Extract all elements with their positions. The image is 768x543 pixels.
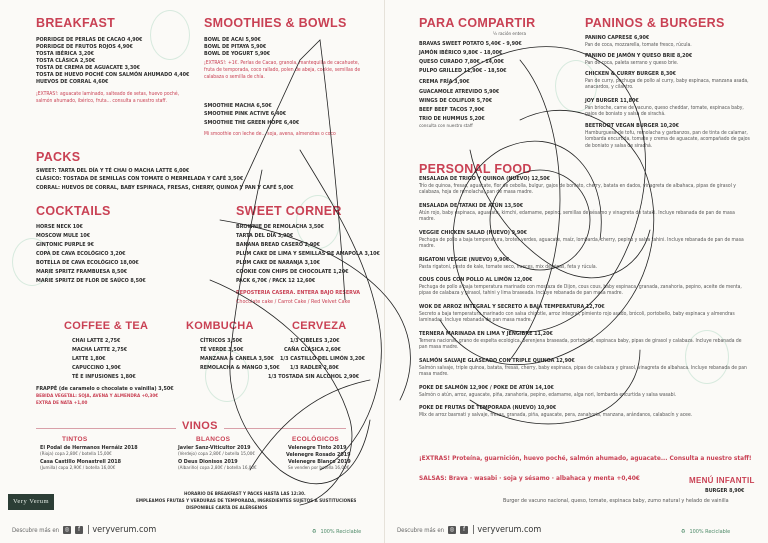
menu-item-title: POKE DE SALMÓN 12,90€ / POKE DE ATÚN 14,10€ — [419, 385, 554, 391]
wine-price: (Jumilla) copa 2,90€ / botella 16,00€ — [40, 466, 116, 471]
breakfast-title: BREAKFAST — [36, 16, 116, 30]
kids-desc: Burger de vacuno nacional, queso, tomate, espinaca baby, zumo natural y helado de vainilla — [503, 498, 729, 504]
wine-item: El Podal de Hermanos Hernáiz 2018 — [40, 445, 138, 451]
menu-item-title: PANINO DE JAMÓN Y QUESO BRIE 8,20€ — [585, 53, 693, 59]
footer — [397, 525, 541, 535]
wine-price: Se venden por botella 16,00€ — [288, 466, 350, 471]
menu-item: 1/3 TOSTADA SIN ALCOHOL 2,90€ — [268, 374, 360, 380]
menu-item-title: RIGATONI VEGGIE (NUEVO) 9,90€ — [419, 257, 510, 263]
menu-item: COOKIE CON CHIPS DE CHOCOLATE 1,20€ — [236, 269, 349, 275]
menu-item: QUESO CURADO 7,80€ - 14,00€ — [419, 59, 504, 65]
menu-item-description: Pan de coca, paleta serrano y queso brie. — [585, 60, 679, 66]
menu-item: TOSTA IBÉRICA 3,20€ — [36, 51, 94, 57]
packs-title: PACKS — [36, 150, 81, 164]
menu-item: TOSTA DE CREMA DE AGUACATE 3,30€ — [36, 65, 140, 71]
menu-item: BROWNIE DE REMOLACHA 3,50€ — [236, 224, 325, 230]
menu-item: BOTELLA DE CAVA ECOLÓGICO 18,00€ — [36, 260, 139, 266]
balloon-illustration — [150, 10, 190, 60]
menu-item: CAÑA CLÁSICA 2,60€ — [284, 347, 341, 353]
menu-item-title: BEETROOT VEGAN BURGER 10,20€ — [585, 123, 679, 129]
menu-item: WINGS DE COLIFLOR 5,70€ — [419, 98, 493, 104]
descubre-label: Descubre más en — [397, 526, 445, 534]
menu-item-title: ENSALADA DE TATAKI DE ATÚN 13,50€ — [419, 203, 524, 209]
menu-item: 1/3 CASTILLO DEL LIMÓN 3,20€ — [280, 356, 365, 362]
menu-item: SMOOTHIE THE GREEN HOPE 6,40€ — [204, 120, 300, 126]
facebook-icon[interactable]: f — [460, 526, 468, 534]
wine-item: Velenegre Rosado 2019 — [286, 452, 351, 458]
menu-item: PLUM CAKE DE NARANJA 3,10€ — [236, 260, 320, 266]
menu-item-title: JOY BURGER 11,80€ — [585, 98, 639, 104]
menu-item-title: VEGGIE CHICKEN SALAD (NUEVO) 9,90€ — [419, 230, 527, 236]
menu-item: HUEVOS DE CORRAL 4,60€ — [36, 79, 109, 85]
wine-price: (Albariño) copa 2,80€ / botella 16,00€ — [178, 466, 257, 471]
recycle-badge — [312, 529, 361, 535]
para-compartir-title: PARA COMPARTIR — [419, 16, 536, 30]
paninos-burgers-title: PANINOS & BURGERS — [585, 16, 725, 30]
recycle-label: 100% Reciclable — [689, 529, 731, 535]
menu-item: BOWL DE ACAI 5,90€ — [204, 37, 261, 43]
menu-item: 1/3 RADLER 2,80€ — [290, 365, 339, 371]
menu-item: GINTONIC PURPLE 9€ — [36, 242, 94, 248]
instagram-icon[interactable]: ◎ — [449, 526, 455, 533]
menu-item: HORSE NECK 10€ — [36, 224, 83, 230]
very-verum-logo: Very Verum — [8, 494, 54, 510]
frappe-note: BEBIDA VEGETAL: SOJA, AVENA Y ALMENDRA +0,30€ — [36, 394, 159, 399]
extras-line: ¡EXTRAS! Proteína, guarnición, huevo poché, salmón ahumado, aguacate... Consulta a nuestro staff! — [419, 454, 752, 462]
footer — [12, 525, 156, 535]
wine-item: O Deus Dionisos 2019 — [178, 459, 238, 465]
menu-item: TOSTA DE HUEVO POCHÉ CON SALMÓN AHUMADO 4,40€ — [36, 72, 190, 78]
menu-item: JAMÓN IBÉRICO 9,80€ - 18,00€ — [419, 50, 503, 56]
menu-item-title: PANINO CAPRESE 6,90€ — [585, 35, 650, 41]
sweet-corner-title: SWEET CORNER — [236, 204, 342, 218]
menu-item: CORRAL: HUEVOS DE CORRAL, BABY ESPINACA, FRESAS, CHERRY, QUINOA Y PAN Y CAFÉ 5,00€ — [36, 185, 294, 191]
menu-item: SWEET: TARTA DEL DÍA Y TÉ CHAI O MACHA LATTE 6,00€ — [36, 168, 190, 174]
menu-item: REMOLACHA & MANGO 3,50€ — [200, 365, 280, 371]
wine-item: Casa Castillo Monastrell 2018 — [40, 459, 121, 465]
wine-item: Velenegre Tinto 2019 — [288, 445, 347, 451]
menu-item: CÍTRICOS 3,50€ — [200, 338, 243, 344]
website-link[interactable]: | veryverum.com — [472, 525, 542, 535]
menu-item: BEEF BEEF TACOS 7,90€ — [419, 107, 485, 113]
kids-burger: BURGER 8,90€ — [705, 488, 745, 494]
frappe-item: FRAPPÉ (de caramelo o chocolate o vainilla) 3,50€ — [36, 386, 174, 392]
smoothies-note: Mi smoothie con leche de... soja, avena, almendras o coco — [204, 131, 336, 137]
coffee-tea-title: COFFEE & TEA — [64, 320, 149, 332]
portion-header: ½ ración entera — [493, 32, 526, 37]
menu-item: SMOOTHIE MACHA 6,50€ — [204, 103, 272, 109]
cocktails-title: COCKTAILS — [36, 204, 111, 218]
menu-item: MACHA LATTE 2,75€ — [72, 347, 128, 353]
recycle-badge — [681, 529, 730, 535]
menu-item: TRIO DE HUMMUS 5,20€ — [419, 116, 485, 122]
footnote: DISPONIBLE CARTA DE ALÉRGENOS — [186, 506, 268, 511]
menu-item-description: Pan de coca, mozzarella, tomate fresco, rúcula. — [585, 42, 692, 48]
footnote: EMPLEAMOS FRUTAS Y VERDURAS DE TEMPORADA, INGREDIENTES SUJETOS A SUSTITUCIONES — [136, 499, 357, 504]
menu-item-description: Pan brioche, carne de vacuno, queso cheddar, tomate, espinaca baby, gajos de boniato y salsa de sirachá. — [585, 105, 744, 118]
vinos-title: VINOS — [176, 420, 224, 432]
menu-item-description: Ternera nacional, grano de espelta ecológica, berenjena braseada, portobello, espinaca baby, pipas de girasol y calabaza. Incluye rebanada de pan masa madre. — [419, 338, 742, 351]
menu-item: TARTA DEL DÍA 3,90€ — [236, 233, 294, 239]
menu-item-description: Salmón salvaje, triple quinoa, batata, fresas, cherry, baby espinaca, pipas de calabaza y girasol, vinagreta de albahaca. Incluye rebanada de pan masa madre. — [419, 365, 747, 378]
menu-item: MARIE SPRITZ DE FLOR DE SAÚCO 8,50€ — [36, 278, 146, 284]
wine-price: (Rioja) copa 2,80€ / botella 15,00€ — [40, 452, 112, 457]
menu-item: PLUM CAKE DE LIMA Y SEMILLAS DE AMAPOLA 3,10€ — [236, 251, 380, 257]
wine-item: Velenegre Blanco 2019 — [288, 459, 351, 465]
salsas-line: SALSAS: Brava · wasabi · soja y sésamo · albahaca y menta +0,40€ — [419, 474, 640, 482]
menu-item: PACK 6,70€ / PACK 12 12,60€ — [236, 278, 316, 284]
menu-item: CHAI LATTE 2,75€ — [72, 338, 121, 344]
menu-item-description: Pan de curry, pechuga de pollo al curry, baby espinaca, manzana asada, anacardos, y cilantro. — [585, 78, 749, 91]
menu-item-description: Salmón o atún, arroz, aguacate, piña, zanahoria, pepino, edamame, alga nori, lombarda encurtida y salsa wasabi. — [419, 392, 677, 398]
menu-item-title: TERNERA MARINADA EN LIMA Y JENGIBRE 11,20€ — [419, 331, 553, 337]
menu-item-title: ENSALADA DE TRIGO Y QUINOA (NUEVO) 12,50€ — [419, 176, 551, 182]
menu-item-description: Mix de arroz basmati y salvaje, fresas, granada, piña, aguacate, pera, zanahoria, manzana, arándanos, calabacín y acee. — [419, 412, 693, 418]
menu-item-description: Pasta rigatoni, pesto de kale, tomate seco, nueces, mix de pipas, feta y rúcula. — [419, 264, 598, 270]
menu-item-description: Secreto a baja temperatura marinado con salsa chipotle, arroz integral, pimiento rojo asado, brócoli, portobello, baby espinaca y almendras laminadas. Incluye rebanada de pan masa madre. — [419, 311, 735, 324]
recycle-label: 100% Reciclable — [320, 529, 362, 535]
hummus-note: consulta con nuestro staff — [419, 124, 473, 129]
recycle-icon: ♻ — [681, 529, 686, 535]
kombucha-title: KOMBUCHA — [186, 320, 254, 332]
menu-item: LATTE 1,80€ — [72, 356, 106, 362]
breakfast-extras: ¡EXTRAS!: aguacate laminado, salteado de setas, huevo poché, salmón ahumado, ibérico, fruta... consulta a nuestro staff. — [36, 91, 180, 104]
menu-item: TÉ E INFUSIONES 1,80€ — [72, 374, 136, 380]
smoothies-title: SMOOTHIES & BOWLS — [204, 16, 347, 30]
menu-item-description: Trío de quinoa, fresas, aguacate, flor de cebolla, bulgur, gajos de boniato, cherry, batata en dados, vinagreta de albahaca, pipas de girasol y calabaza, hoja de remolacha, pan de masa madre. — [419, 183, 736, 196]
smoothies-extras: ¡EXTRAS!: +1€. Perlas de Cacao, granola, mantequilla de cacahuete, fruta de temporada, coco rallado, polen de abeja, cookie, semillas de calabaza o semilla de chía. — [204, 60, 361, 80]
menu-item: BANANA BREAD CASERO 2,90€ — [236, 242, 320, 248]
footnote: HORARIO DE BREAKFAST Y PACKS HASTA LAS 12:30. — [184, 492, 306, 497]
facebook-icon[interactable]: f — [75, 526, 83, 534]
menu-item-description: Pechuga de pollo a baja temperatura, brotes verdes, aguacate, maíz, lombarda, cherry, pepino y salsa tahini. Incluye rebanada de pan de masa madre. — [419, 237, 744, 250]
menu-item: MOSCOW MULE 10€ — [36, 233, 91, 239]
menu-item: 1/3 CIBELES 3,20€ — [290, 338, 340, 344]
menu-item: MARIE SPRITZ FRAMBUESA 8,50€ — [36, 269, 128, 275]
menu-item: TÉ VERDE 3,50€ — [200, 347, 244, 353]
menu-item: PORRIDGE DE FRUTOS ROJOS 4,90€ — [36, 44, 133, 50]
menu-item-description: Atún rojo, baby espinaca, aguacate, kimchi, edamame, pepino, semillas de sésamo y vinagreta de tataki. Incluye rebanada de pan de masa madre. — [419, 210, 735, 223]
menu-item: SMOOTHIE PINK ACTIVE 6,40€ — [204, 111, 287, 117]
wine-item: Javier Sanz-Viticultor 2019 — [178, 445, 251, 451]
wine-price: (Verdejo) copa 2,80€ / botella 15,00€ — [178, 452, 256, 457]
menu-item: TOSTA CLÁSICA 2,50€ — [36, 58, 96, 64]
menu-item-title: POKE DE FRUTAS DE TEMPORADA (NUEVO) 10,90€ — [419, 405, 557, 411]
menu-infantil-title: MENÚ INFANTIL — [689, 476, 755, 485]
sweet-note: REPOSTERIA CASERA. ENTERA BAJO RESERVA — [236, 290, 361, 296]
blancos-title: BLANCOS — [196, 436, 231, 443]
website-link[interactable]: | veryverum.com — [87, 525, 157, 535]
menu-right-page — [384, 0, 768, 543]
tintos-title: TINTOS — [62, 436, 88, 443]
menu-item: MANZANA & CANELA 3,50€ — [200, 356, 274, 362]
descubre-label: Descubre más en — [12, 526, 60, 534]
menu-item: BOWL DE YOGURT 5,90€ — [204, 51, 271, 57]
menu-item: PULPO GRILLED 11,90€ - 18,50€ — [419, 68, 507, 74]
menu-item: CREMA FRÍA 3,90€ — [419, 79, 470, 85]
menu-item-title: CHICKEN & CURRY BURGER 8,30€ — [585, 71, 677, 77]
instagram-icon[interactable]: ◎ — [64, 526, 70, 533]
menu-item-title: SALMÓN SALVAJE GLASEADO CON TRIPLE QUINOA 12,90€ — [419, 358, 575, 364]
personal-food-title: PERSONAL FOOD — [419, 162, 532, 176]
menu-item: BRAVAS SWEET POTATO 5,40€ - 9,90€ — [419, 41, 522, 47]
menu-item: PORRIDGE DE PERLAS DE CACAO 4,90€ — [36, 37, 143, 43]
ecologicos-title: ECOLÓGICOS — [292, 436, 340, 443]
menu-item-title: COUS COUS CON POLLO AL LIMÓN 12,00€ — [419, 277, 533, 283]
menu-item-description: Hamburguesa de tofu, remolacha y garbanzos, pan de tinta de calamar, lombarda encurtida, tomate y crema de aguacate, acompañado de gajos de boniato y salsa de sirachá. — [585, 130, 750, 149]
menu-item: COPA DE CAVA ECOLÓGICO 3,20€ — [36, 251, 126, 257]
menu-item: BOWL DE PITAYA 5,90€ — [204, 44, 267, 50]
sweet-note-cakes: Chocolate cake / Carrot Cake / Red Velvet Cake — [236, 299, 351, 305]
recycle-icon: ♻ — [312, 529, 317, 535]
cerveza-title: CERVEZA — [292, 320, 347, 332]
menu-item: CAPUCCINO 1,90€ — [72, 365, 121, 371]
menu-item-title: WOK DE ARROZ INTEGRAL Y SECRETO A BAJA TEMPERATURA 12,70€ — [419, 304, 605, 310]
menu-item-description: Pechuga de pollo a baja temperatura marinado con mostaza de Dijon, cous cous, baby espinaca, granada, zanahoria, pepino, aceite de menta, pipas de calabaza y girasol, tahini y lima braseada. Incluye rebanada de pan masa madre. — [419, 284, 742, 297]
menu-item: GUACAMOLE ATREVIDO 5,90€ — [419, 89, 500, 95]
extra-nata: EXTRA DE NATA +1,00 — [36, 401, 88, 406]
menu-item: CLÁSICO: TOSTADA DE SEMILLAS CON TOMATE O MERMELADA Y CAFÉ 3,50€ — [36, 176, 244, 182]
